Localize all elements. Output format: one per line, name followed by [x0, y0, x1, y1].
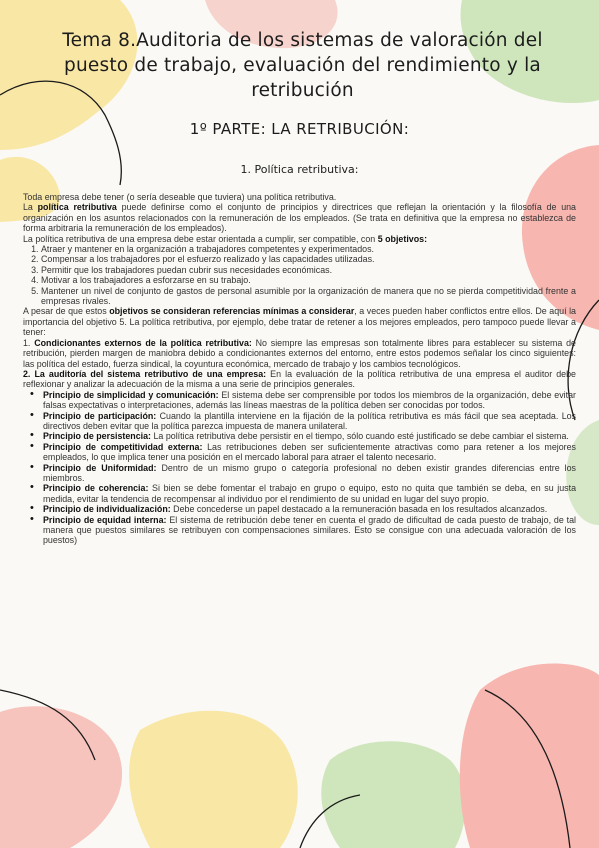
paragraph-conflicts: A pesar de que estos objetivos se consideran referencias mínimas a considerar, a veces pueden haber conflictos entre ellos. De aquí la importancia del objetivo 5. La política retributiva, por ejemplo, debe tratar de retener a los mejores empleados, pero tampoco puede llevar a tener: — [23, 306, 576, 338]
list-item: • Principio de equidad interna: El sistema de retribución debe tener en cuenta el grado de dificultad de cada puesto de trabajo, de tal manera que puestos similares se retribuyen con compensaciones similares. Esto se consigue con una adecuada valoración de los puestos) — [43, 515, 576, 546]
list-item: • Principio de individualización: Debe concederse un papel destacado a la remuneración basada en los resultados alcanzados. — [43, 504, 576, 514]
document-body — [23, 192, 576, 546]
paragraph-objectives-intro: La política retributiva de una empresa debe estar orientada a cumplir, ser compatible, con 5 objetivos: — [23, 233, 428, 244]
paragraph-audit: 2. La auditoría del sistema retributivo de una empresa: En la evaluación de la política retributiva de una empresa el auditor debe reflexionar y analizar la adecuación de la misma a una serie de principios generales. — [23, 368, 576, 390]
list-item: 3. Permitir que los trabajadores puedan cubrir sus necesidades económicas. — [41, 265, 576, 275]
paragraph-definition: La política retributiva puede definirse como el conjunto de principios y directrices que reflejan la orientación y la filosofía de una organización en los asuntos relacionados con la remuneración de los empleados. (Se trata en definitiva que la empresa no establezca de forma arbitraria la remuneración de los empleados). — [23, 202, 576, 234]
paragraph-external-conditions: 1. Condicionantes externos de la política retributiva: No siempre las empresas son totalmente libres para establecer su sistema de retribución, pierden margen de maniobra debido a condicionantes externos del entorno, entre estos podemos señalar los cinco siguientes: las política del estado, fuerza sindical, la coyuntura económica, mercado de trabajo y los cambios tecnológicos. — [23, 337, 576, 369]
list-item: • Principio de Uniformidad: Dentro de un mismo grupo o categoría profesional no deben existir grandes diferencias entre los miembros. — [43, 463, 576, 484]
objectives-list — [23, 244, 576, 306]
part-heading: 1º PARTE: LA RETRIBUCIÓN: — [189, 120, 410, 138]
section-heading: 1. Política retributiva: — [240, 163, 359, 176]
list-item: 2. Compensar a los trabajadores por el esfuerzo realizado y las capacidades utilizadas. — [41, 254, 576, 264]
list-item: • Principio de competitividad externa: Las retribuciones deben ser suficientemente atractivas como para retener a los mejores empleados, lo que implica tener una posición en el mercado laboral para atraer el talento necesario. — [43, 442, 576, 463]
list-item: • Principio de simplicidad y comunicación: El sistema debe ser comprensible por todos los miembros de la organización, debe evitar falsas expectativas o interpretaciones, además las líneas maestras de la política deben ser conocidas por todos. — [43, 390, 576, 411]
principles-list — [23, 390, 576, 546]
paragraph-intro: Toda empresa debe tener (o sería deseable que tuviera) una política retributiva. — [23, 192, 337, 202]
list-item: 4. Motivar a los trabajadores a esforzarse en su trabajo. — [41, 275, 576, 285]
list-item: • Principio de persistencia: La política retributiva debe persistir en el tiempo, sólo cuando esté justificado se debe cambiar el sistema. — [43, 431, 576, 441]
list-item: 5. Mantener un nivel de conjunto de gastos de personal asumible por la organización de manera que no se pierda competitividad frente a empresas rivales. — [41, 286, 576, 307]
list-item: • Principio de coherencia: Si bien se debe fomentar el trabajo en grupo o equipo, esto no quita que también se deba, en su justa medida, evitar la tendencia de recompensar al individuo por el rendimiento de su unidad en lugar del suyo propio. — [43, 483, 576, 504]
list-item: • Principio de participación: Cuando la plantilla interviene en la fijación de la política retributiva es más fácil que sea aceptada. Los directivos deben evitar que la política parezca impuesta de manera unilateral. — [43, 411, 576, 432]
document-title: Tema 8.Auditoria de los sistemas de valoración del puesto de trabajo, evaluación del rendimiento y la retribución — [62, 30, 543, 101]
list-item: 1. Atraer y mantener en la organización a trabajadores competentes y experimentados. — [41, 244, 576, 254]
